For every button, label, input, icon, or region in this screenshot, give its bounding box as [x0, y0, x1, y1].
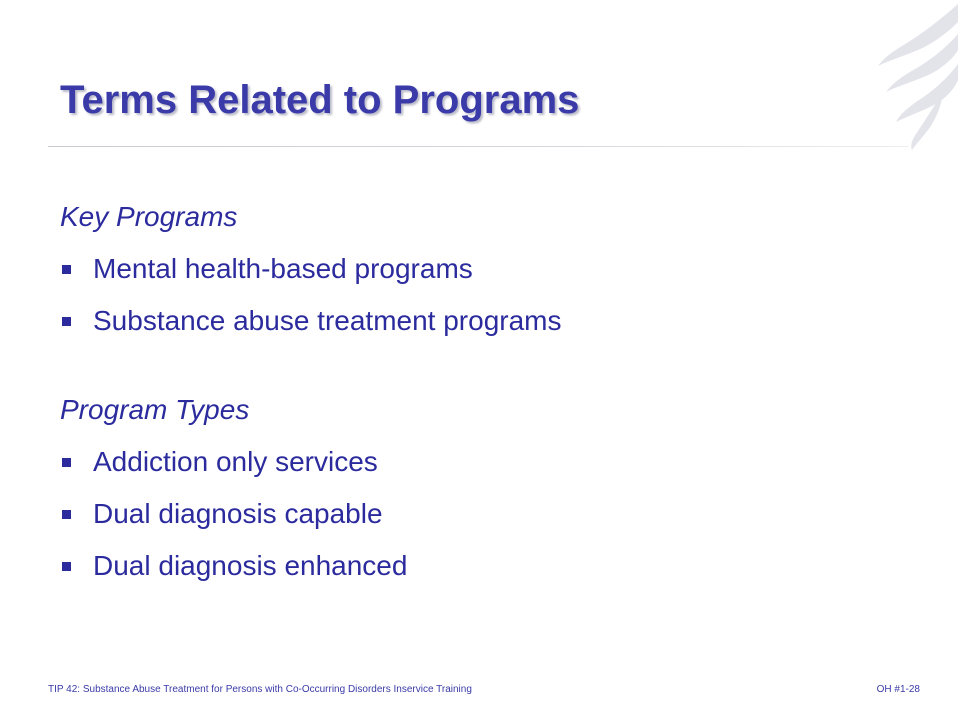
square-bullet-icon	[62, 317, 71, 326]
bullet-text: Addiction only services	[93, 446, 378, 477]
bullet-text: Substance abuse treatment programs	[93, 305, 562, 336]
bullet-item	[60, 488, 920, 540]
footer-course-title: TIP 42: Substance Abuse Treatment for Persons with Co-Occurring Disorders Inservice Training	[48, 684, 472, 695]
section-key-programs	[60, 200, 920, 347]
square-bullet-icon	[62, 265, 71, 274]
title-divider	[48, 146, 908, 147]
bullet-item	[60, 243, 920, 295]
hhs-eagle-icon	[820, 0, 960, 160]
square-bullet-icon	[62, 562, 71, 571]
section-heading: Key Programs	[60, 201, 238, 232]
section-program-types	[60, 393, 920, 592]
footer-slide-number: OH #1-28	[876, 684, 920, 695]
square-bullet-icon	[62, 458, 71, 467]
bullet-list	[60, 436, 920, 592]
bullet-item	[60, 436, 920, 488]
bullet-text: Dual diagnosis enhanced	[93, 550, 408, 581]
bullet-text: Mental health-based programs	[93, 253, 473, 284]
bullet-text: Dual diagnosis capable	[93, 498, 383, 529]
square-bullet-icon	[62, 510, 71, 519]
section-heading: Program Types	[60, 394, 250, 425]
bullet-list	[60, 243, 920, 347]
slide-title: Terms Related to Programs	[60, 78, 580, 122]
bullet-item	[60, 295, 920, 347]
bullet-item	[60, 540, 920, 592]
slide-body	[60, 200, 920, 592]
